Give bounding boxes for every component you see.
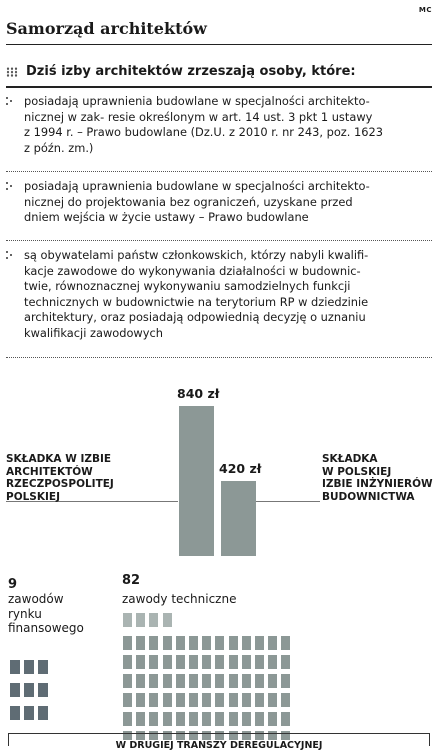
technical-profession-square	[149, 674, 158, 688]
technical-profession-square	[242, 636, 251, 650]
technical-profession-square	[281, 655, 290, 669]
technical-profession-square	[202, 693, 211, 707]
financial-count: 9	[8, 577, 18, 592]
technical-profession-square	[242, 712, 251, 726]
technical-profession-square	[163, 655, 172, 669]
technical-profession-square	[215, 712, 224, 726]
list-item	[6, 179, 430, 226]
subheading-text: Dziś izby architektów zrzeszają osoby, które:	[26, 64, 356, 79]
brand-logo: MC	[418, 6, 432, 14]
technical-profession-square	[255, 693, 264, 707]
financial-profession-square	[24, 706, 34, 720]
technical-profession-square	[281, 712, 290, 726]
technical-count: 82	[122, 573, 141, 588]
technical-profession-square	[242, 693, 251, 707]
technical-profession-square	[176, 636, 185, 650]
list-divider	[6, 171, 432, 172]
technical-profession-square	[123, 613, 132, 627]
technical-profession-square	[229, 674, 238, 688]
list-item-text: posiadają uprawnienia budowlane w specjalności architekto- nicznej do projektowania bez ograniczeń, uzyskane przed dniem wejścia w życie ustawy – Prawo budowlane	[24, 179, 370, 225]
technical-profession-square	[189, 693, 198, 707]
list-item	[6, 94, 430, 156]
technical-profession-square	[136, 613, 145, 627]
technical-profession-square	[123, 655, 132, 669]
technical-profession-square	[255, 636, 264, 650]
list-divider	[6, 240, 432, 241]
technical-profession-square	[136, 693, 145, 707]
bullet-icon	[6, 251, 12, 261]
list-item-text: posiadają uprawnienia budowlane w specjalności architekto- nicznej w zak- resie określonym w art. 14 ust. 3 pkt 1 ustawy z 1994 r. – Prawo budowlane (Dz.U. z 2010 r. nr 243, poz. 1623 z późn. zm.)	[24, 94, 383, 155]
technical-profession-square	[229, 693, 238, 707]
technical-profession-square	[255, 655, 264, 669]
list-item-text: są obywatelami państw członkowskich, którzy nabyli kwalifi- kacje zawodowe do wykonywania działalności w budownic- twie, równoznacznej wykonywaniu samodzielnych funkcji technicznych w budownictwie na terytorium RP w dziedzinie architektury, oraz posiadają odpowiednią decyzję o uznaniu kwalifikacji zawodowych	[24, 248, 369, 340]
technical-profession-square	[229, 655, 238, 669]
technical-profession-square	[176, 693, 185, 707]
technical-profession-square	[229, 712, 238, 726]
technical-profession-square	[163, 674, 172, 688]
technical-profession-square	[123, 712, 132, 726]
technical-profession-square	[281, 693, 290, 707]
bar-engineers	[221, 481, 256, 556]
technical-profession-square	[268, 712, 277, 726]
technical-label: zawody techniczne	[122, 592, 237, 606]
bar-value-label: 420 zł	[219, 461, 262, 476]
technical-profession-square	[268, 693, 277, 707]
list-divider	[6, 357, 432, 358]
technical-profession-square	[281, 636, 290, 650]
technical-profession-square	[149, 693, 158, 707]
technical-profession-square	[215, 674, 224, 688]
technical-profession-square	[136, 655, 145, 669]
financial-profession-square	[10, 660, 20, 674]
technical-profession-square	[268, 636, 277, 650]
page-title: Samorząd architektów	[6, 19, 207, 38]
technical-profession-square	[189, 712, 198, 726]
technical-profession-square	[242, 674, 251, 688]
technical-profession-square	[149, 636, 158, 650]
financial-profession-square	[10, 706, 20, 720]
technical-profession-square	[202, 674, 211, 688]
technical-profession-square	[189, 655, 198, 669]
right-label-leader	[256, 501, 320, 502]
technical-profession-square	[136, 636, 145, 650]
bar-architects	[179, 406, 214, 556]
technical-profession-square	[176, 674, 185, 688]
technical-profession-square	[163, 693, 172, 707]
technical-profession-square	[149, 655, 158, 669]
technical-profession-square	[255, 712, 264, 726]
technical-profession-square	[189, 636, 198, 650]
technical-profession-square	[215, 693, 224, 707]
list-item	[6, 248, 430, 342]
technical-profession-square	[176, 712, 185, 726]
financial-profession-square	[38, 706, 48, 720]
technical-profession-square	[215, 636, 224, 650]
financial-profession-square	[38, 660, 48, 674]
dot-grid-icon	[6, 67, 18, 77]
title-divider	[6, 44, 432, 45]
financial-profession-square	[38, 683, 48, 697]
left-category-label: SKŁADKA W IZBIE ARCHITEKTÓW RZECZPOSPOLITEJ POLSKIEJ	[6, 453, 114, 503]
bracket-label: W DRUGIEJ TRANSZY DEREGULACYJNEJ	[0, 740, 438, 751]
technical-profession-square	[149, 712, 158, 726]
technical-profession-square	[202, 655, 211, 669]
technical-profession-square	[281, 674, 290, 688]
technical-profession-square	[123, 674, 132, 688]
technical-profession-square	[163, 712, 172, 726]
technical-profession-square	[123, 693, 132, 707]
technical-profession-square	[163, 613, 172, 627]
technical-profession-square	[149, 613, 158, 627]
technical-profession-square	[176, 655, 185, 669]
right-category-label: SKŁADKA W POLSKIEJ IZBIE INŻYNIERÓW BUDOWNICTWA	[322, 453, 433, 503]
technical-profession-square	[268, 655, 277, 669]
subheading	[6, 64, 356, 79]
technical-profession-square	[202, 712, 211, 726]
bullet-icon	[6, 182, 12, 192]
financial-label: zawodów rynku finansowego	[8, 592, 84, 635]
technical-profession-square	[136, 674, 145, 688]
bullet-icon	[6, 97, 12, 107]
technical-profession-square	[242, 655, 251, 669]
technical-profession-square	[255, 674, 264, 688]
technical-profession-square	[189, 674, 198, 688]
technical-profession-square	[123, 636, 132, 650]
technical-profession-square	[229, 636, 238, 650]
financial-profession-square	[24, 660, 34, 674]
financial-profession-square	[24, 683, 34, 697]
technical-profession-square	[202, 636, 211, 650]
technical-profession-square	[136, 712, 145, 726]
bar-value-label: 840 zł	[177, 386, 220, 401]
financial-profession-square	[10, 683, 20, 697]
technical-profession-square	[215, 655, 224, 669]
subheading-divider	[6, 86, 432, 88]
technical-profession-square	[268, 674, 277, 688]
technical-profession-square	[163, 636, 172, 650]
